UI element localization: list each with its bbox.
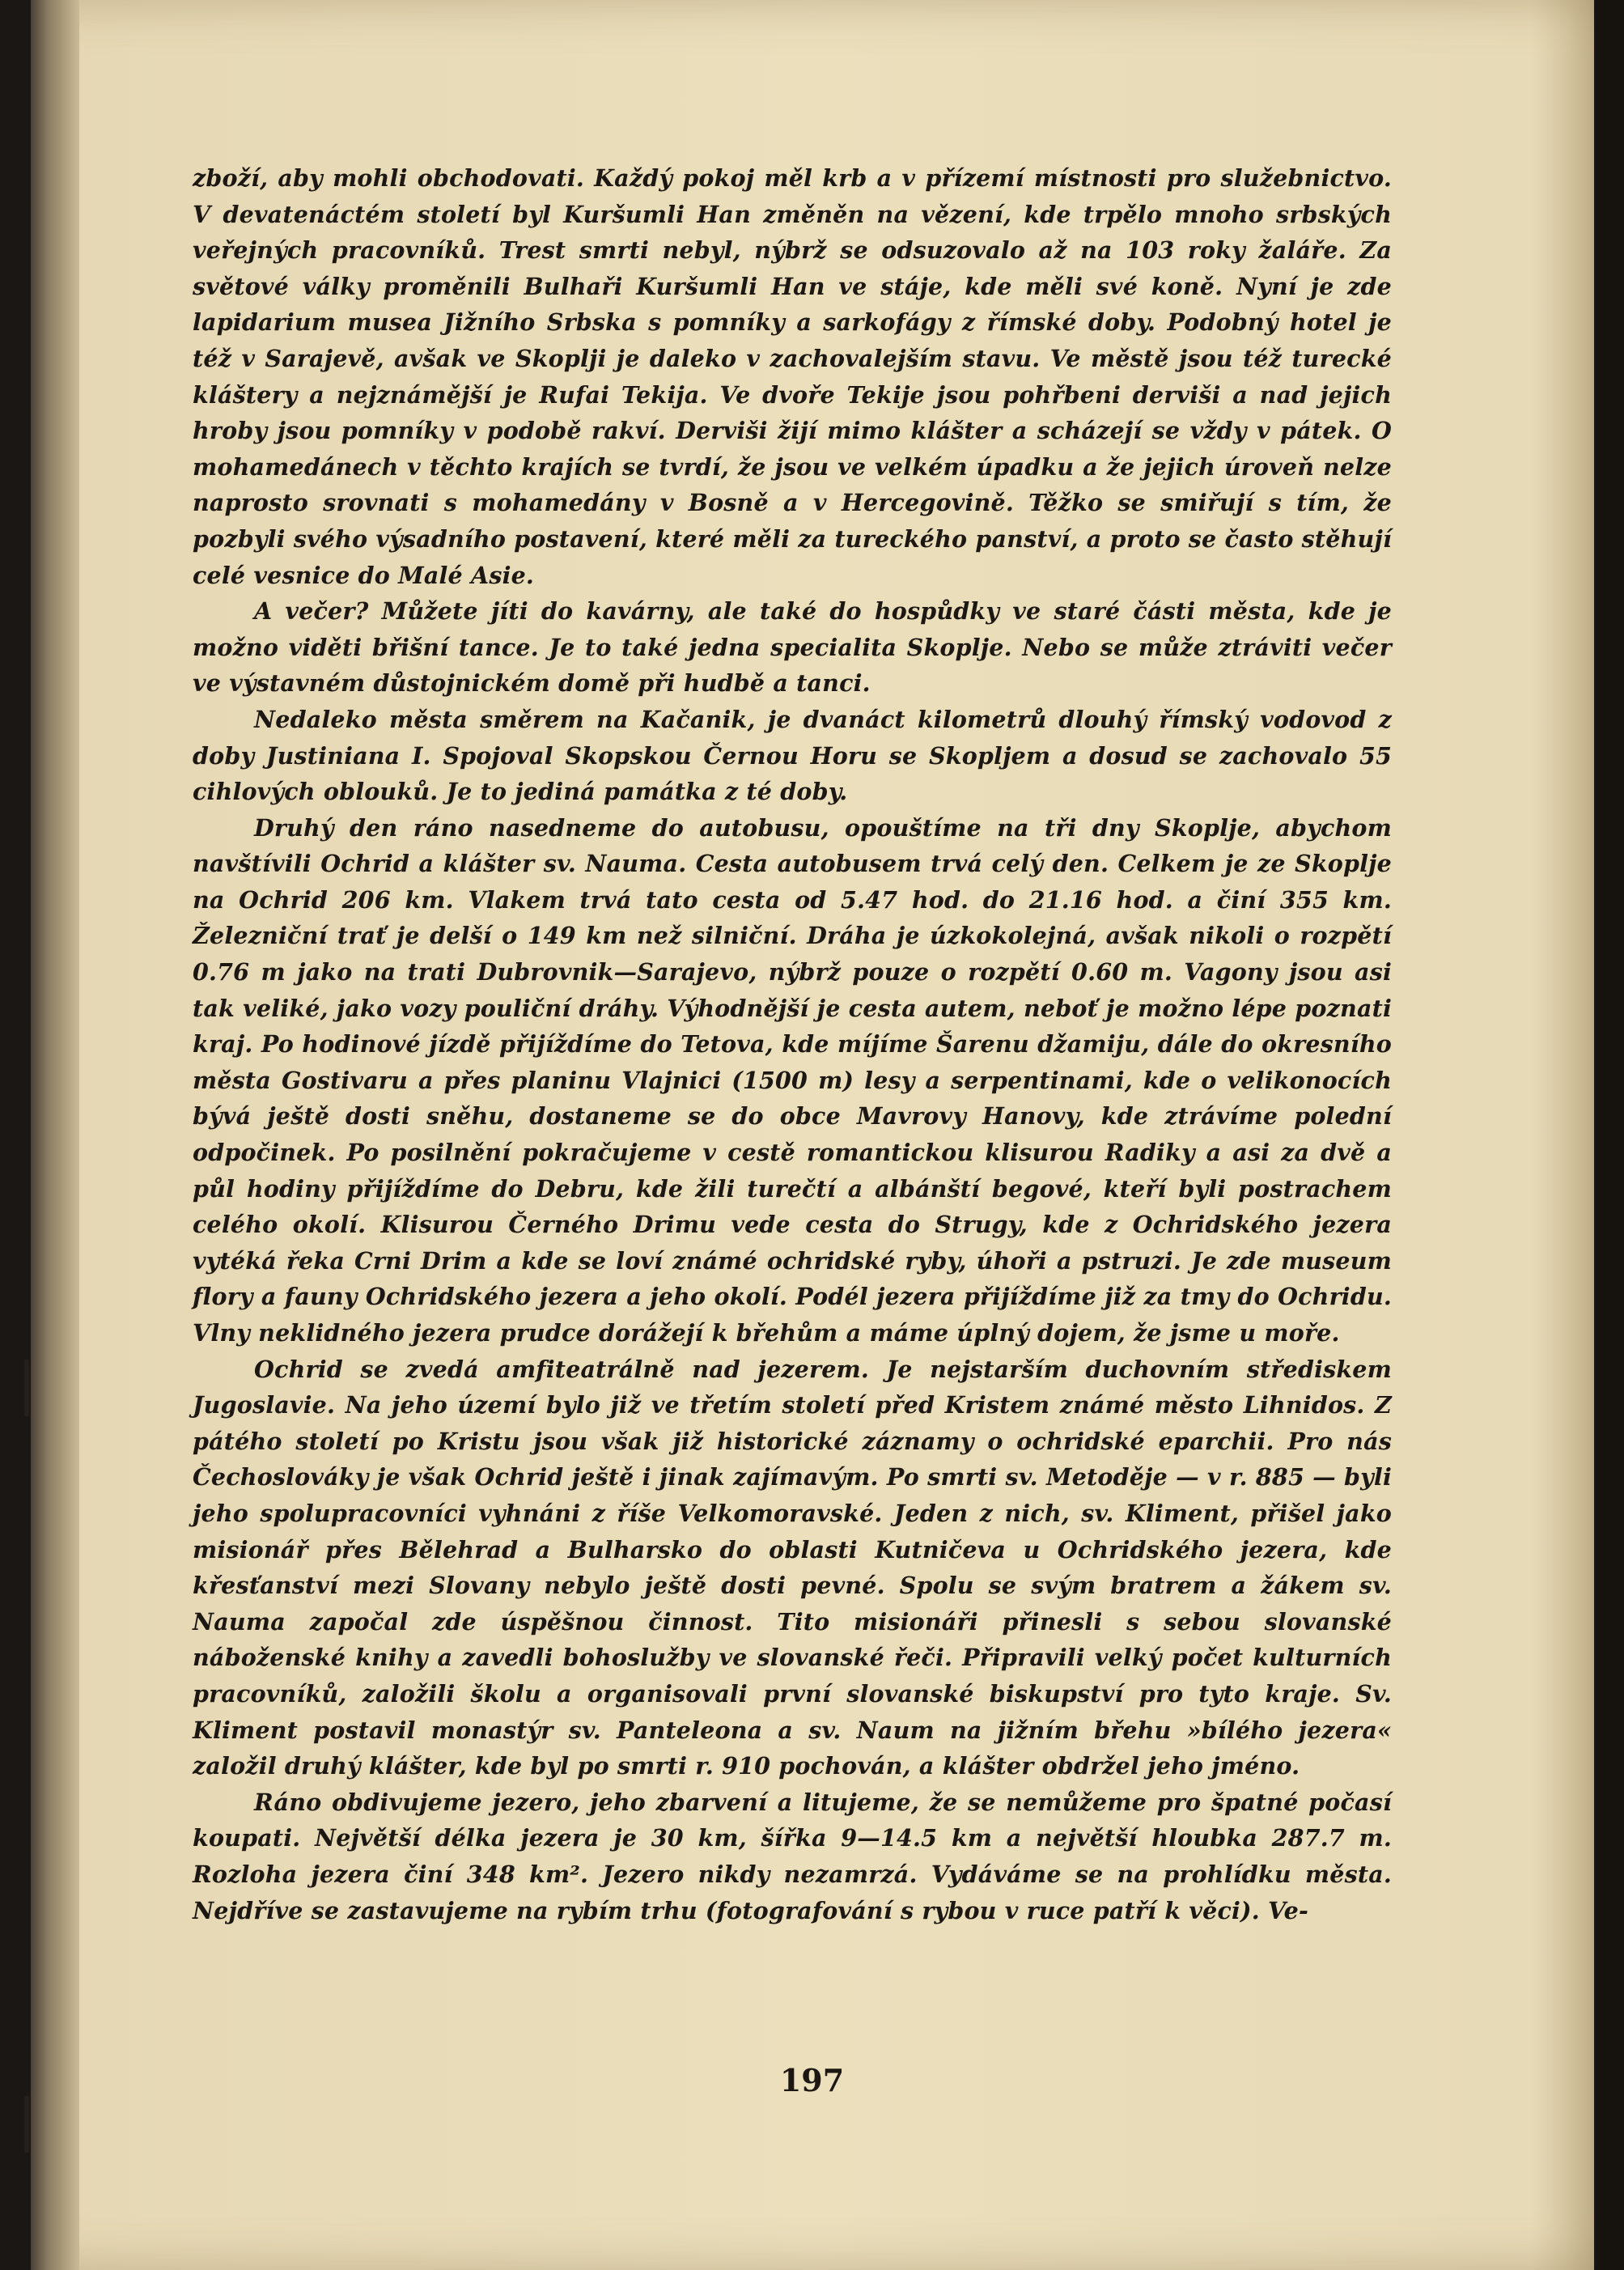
- spine-mark: [24, 2096, 29, 2153]
- body-text: [193, 160, 1392, 1928]
- paragraph: zboží, aby mohli obchodovati. Každý pokoj měl krb a v přízemí místnosti pro služebnictvo. V devatenáctém století byl Kuršumli Han změněn na vězení, kde trpělo mnoho srbských veřejných pracovníků. Trest smrti nebyl, nýbrž se odsuzovalo až na 103 roky žaláře. Za světové války proměnili Bulhaři Kuršumli Han ve stáje, kde měli své koně. Nyní je zde lapidarium musea Jižního Srbska s pomníky a sarkofágy z římské doby. Podobný hotel je též v Sarajevě, avšak ve Skoplji je daleko v zachovalejším stavu. Ve městě jsou též turecké kláštery a nejznámější je Rufai Tekija. Ve dvoře Tekije jsou pohřbeni derviši a nad jejich hroby jsou pomníky v podobě rakví. Derviši žijí mimo klášter a scházejí se vždy v pátek. O mohamedánech v těchto krajích se tvrdí, že jsou ve velkém úpadku a že jejich úroveň nelze naprosto srovnati s mohamedány v Bosně a v Hercegovině. Těžko se smiřují s tím, že pozbyli svého výsadního postavení, které měli za tureckého panství, a proto se často stěhují celé vesnice do Malé Asie.: [193, 164, 1392, 589]
- paragraph: Ráno obdivujeme jezero, jeho zbarvení a litujeme, že se nemůžeme pro špatné počasí koupati. Největší délka jezera je 30 km, šířka 9—14.5 km a největší hloubka 287.7 m. Rozloha jezera činí 348 km². Jezero nikdy nezamrzá. Vydáváme se na prohlídku města. Nejdříve se zastavujeme na rybím trhu (fotografování s rybou v ruce patří k věci). Ve-: [193, 1788, 1392, 1924]
- paragraph: Nedaleko města směrem na Kačanik, je dvanáct kilometrů dlouhý římský vodovod z doby Justiniana I. Spojoval Skopskou Černou Horu se Skopljem a dosud se zachovalo 55 cihlových oblouků. Je to jediná památka z té doby.: [193, 705, 1392, 806]
- paragraph: A večer? Můžete jíti do kavárny, ale také do hospůdky ve staré části města, kde je možno viděti břišní tance. Je to také jedna specialita Skoplje. Nebo se může ztráviti večer ve výstavném důstojnickém domě při hudbě a tanci.: [193, 597, 1392, 698]
- book-gutter: [31, 0, 79, 2270]
- page-right-edge: [1596, 0, 1624, 2270]
- spine-mark: [24, 1360, 29, 1416]
- paragraph: Ochrid se zvedá amfiteatrálně nad jezerem. Je nejstarším duchovním střediskem Jugoslavie. Na jeho území bylo již ve třetím století před Kristem známé město Lihnidos. Z pátého století po Kristu jsou však již historické záznamy o ochridské eparchii. Pro nás Čechoslováky je však Ochrid ještě i jinak zajímavým. Po smrti sv. Metoděje — v r. 885 — byli jeho spolupracovníci vyhnáni z říše Velkomoravské. Jeden z nich, sv. Kliment, přišel jako misionář přes Bělehrad a Bulharsko do oblasti Kutničeva u Ochridského jezera, kde křesťanství mezi Slovany nebylo ještě dosti pevné. Spolu se svým bratrem a žákem sv. Nauma započal zde úspěšnou činnost. Tito misionáři přinesli s sebou slovanské náboženské knihy a zavedli bohoslužby ve slovanské řeči. Připravili velký počet kulturních pracovníků, založili školu a organisovali první slovanské biskupství pro tyto kraje. Sv. Kliment postavil monastýr sv. Panteleona a sv. Naum na jižním břehu »bílého jezera« založil druhý klášter, kde byl po smrti r. 910 pochován, a klášter obdržel jeho jméno.: [193, 1355, 1392, 1780]
- paragraph: Druhý den ráno nasedneme do autobusu, opouštíme na tři dny Skoplje, abychom navštívili Ochrid a klášter sv. Nauma. Cesta autobusem trvá celý den. Celkem je ze Skoplje na Ochrid 206 km. Vlakem trvá tato cesta od 5.47 hod. do 21.16 hod. a činí 355 km. Železniční trať je delší o 149 km než silniční. Dráha je úzkokolejná, avšak nikoli o rozpětí 0.76 m jako na trati Dubrovnik—Sarajevo, nýbrž pouze o rozpětí 0.60 m. Vagony jsou asi tak veliké, jako vozy pouliční dráhy. Výhodnější je cesta autem, neboť je možno lépe poznati kraj. Po hodinové jízdě přijíždíme do Tetova, kde míjíme Šarenu džamiju, dále do okresního města Gostivaru a přes planinu Vlajnici (1500 m) lesy a serpentinami, kde o velikonocích bývá ještě dosti sněhu, dostaneme se do obce Mavrovy Hanovy, kde ztrávíme polední odpočinek. Po posilnění pokračujeme v cestě romantickou klisurou Radiky a asi za dvě a půl hodiny přijíždíme do Debru, kde žili turečtí a albánští begové, kteří byli postrachem celého okolí. Klisurou Černého Drimu vede cesta do Strugy, kde z Ochridského jezera vytéká řeka Crni Drim a kde se loví známé ochridské ryby, úhoři a pstruzi. Je zde museum flory a fauny Ochridského jezera a jeho okolí. Podél jezera přijíždíme již za tmy do Ochridu. Vlny neklidného jezera prudce dorážejí k břehům a máme úplný dojem, že jsme u moře.: [193, 813, 1392, 1347]
- page-number: 197: [779, 2062, 845, 2098]
